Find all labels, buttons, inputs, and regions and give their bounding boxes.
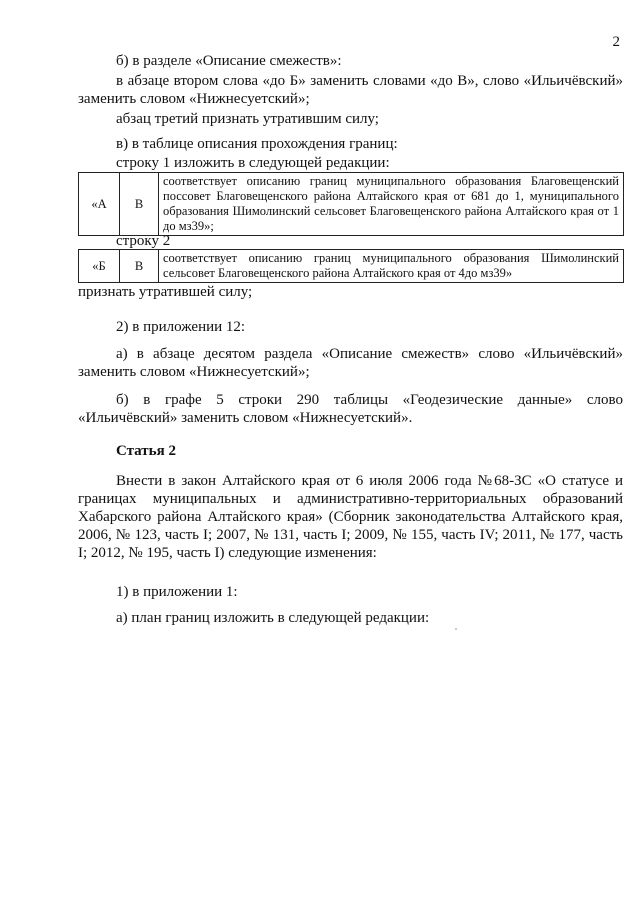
row1-point-to: В (120, 173, 159, 236)
item-2: 2) в приложении 12: (116, 319, 246, 335)
row1-point-from: «А (79, 173, 120, 236)
scan-speck (455, 628, 457, 630)
item-2-b: б) в графе 5 строки 290 таблицы «Геодезические данные» слово «Ильичёвский» заменить словом «Нижнесуетский». (78, 392, 623, 426)
section-v-title: в) в таблице описания прохождения границ: (116, 136, 398, 152)
article-2-body: Внести в закон Алтайского края от 6 июля 2006 года №68-ЗС «О статусе и границах муниципальных и административно-территориальных образований Хабарского района Алтайского края» (Сборник законодательства Алтайского края, 2006, № 123, часть I; 2007, № 131, часть I; 2009, № 155, часть IV; 2011, № 177, часть I; 2012, № 195, часть I) следующие изменения: (78, 473, 623, 561)
item-1: 1) в приложении 1: (116, 584, 238, 600)
row2-intro: строку 2 (116, 233, 171, 249)
row1-intro: строку 1 изложить в следующей редакции: (116, 155, 390, 171)
item-1-a: а) план границ изложить в следующей редакции: (116, 610, 430, 626)
section-b-paragraph-3: абзац третий признать утратившим силу; (116, 111, 379, 127)
row2-outro: признать утратившей силу; (78, 284, 253, 300)
article-2-heading: Статья 2 (116, 443, 176, 459)
table-row (79, 250, 624, 283)
page-number: 2 (612, 34, 620, 50)
boundary-table-row2 (78, 249, 624, 283)
boundary-table-row1 (78, 172, 624, 236)
section-b-title: б) в разделе «Описание смежеств»: (116, 53, 342, 69)
row2-point-from: «Б (79, 250, 120, 283)
row1-description: соответствует описанию границ муниципального образования Благовещенский поссовет Благовещенского района Алтайского края от 681 до 1, муниципального образования Шимолинский сельсовет Благовещенского района Алтайского края от 1 до мз39»; (159, 173, 624, 236)
row2-description: соответствует описанию границ муниципального образования Шимолинский сельсовет Благовещенского района Алтайского края от 4до мз39» (159, 250, 624, 283)
row2-point-to: В (120, 250, 159, 283)
table-row (79, 173, 624, 236)
item-2-a: а) в абзаце десятом раздела «Описание смежеств» слово «Ильичёвский» заменить словом «Нижнесуетский»; (78, 346, 623, 380)
section-b-paragraph-2: в абзаце втором слова «до Б» заменить словами «до В», слово «Ильичёвский» заменить словом «Нижнесуетский»; (78, 73, 623, 107)
